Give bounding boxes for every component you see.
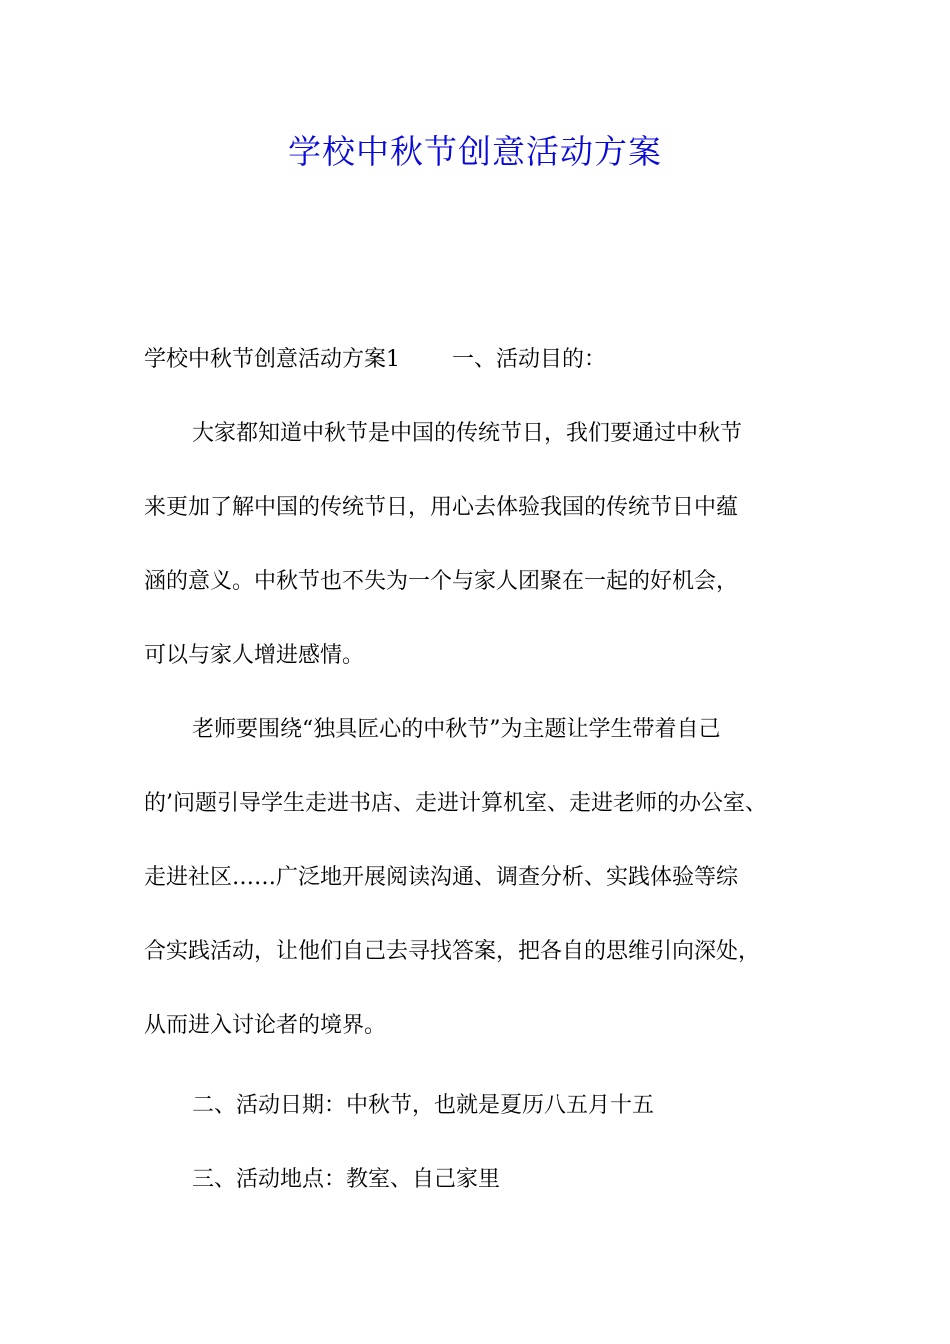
paragraph-line: 来更加了解中国的传统节日，用心去体验我国的传统节日中蕴 [144, 495, 739, 520]
activity-location-line: 三、活动地点：教室、自己家里 [192, 1167, 501, 1192]
paragraph-line: 老师要围绕“独具匠心的中秋节”为主题让学生带着自己 [192, 717, 721, 742]
heading-prefix: 学校中秋节创意活动方案1 [144, 347, 400, 372]
paragraph-line: 的’问题引导学生走进书店、走进计算机室、走进老师的办公室、 [144, 791, 767, 816]
section-heading [144, 342, 834, 378]
activity-date-line: 二、活动日期：中秋节，也就是夏历八五月十五 [192, 1093, 655, 1118]
paragraph-line: 涵的意义。中秋节也不失为一个与家人团聚在一起的好机会， [144, 569, 739, 594]
paragraph-line: 可以与家人增进感情。 [144, 643, 365, 668]
paragraph-line: 从而进入讨论者的境界。 [144, 1013, 387, 1038]
paragraph-line: 合实践活动，让他们自己去寻找答案，把各自的思维引向深处， [144, 939, 761, 964]
paragraph-line: 大家都知道中秋节是中国的传统节日，我们要通过中秋节 [192, 421, 743, 446]
heading-section: 一、活动目的： [452, 347, 607, 372]
paragraph-line: 走进社区……广泛地开展阅读沟通、调查分析、实践体验等综 [144, 865, 739, 890]
document-title: 学校中秋节创意活动方案 [288, 132, 662, 171]
